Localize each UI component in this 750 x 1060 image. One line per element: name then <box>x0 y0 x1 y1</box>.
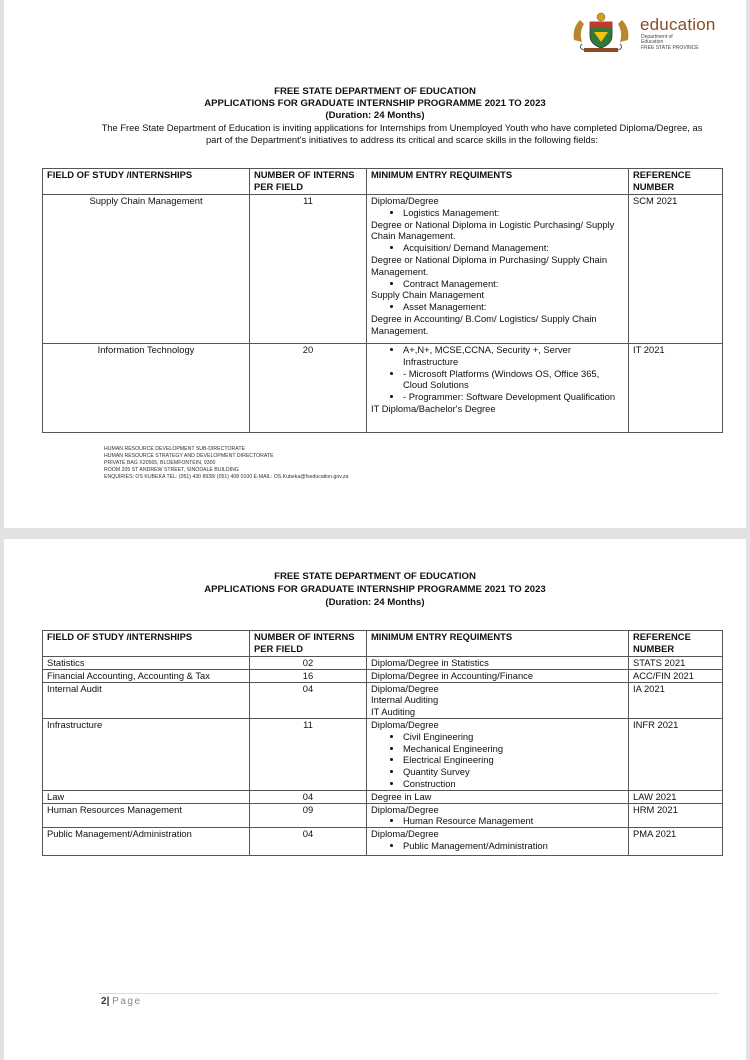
requirements-cell: Diploma/Degree • Civil Engineering • Mechanical Engineering • Electrical Engineering • Quantity Survey • Construction <box>367 718 629 790</box>
header-field: FIELD OF STUDY /INTERNSHIPS <box>43 169 250 195</box>
document-page-2 <box>4 539 746 1060</box>
footer-divider <box>98 993 718 994</box>
field-cell: Financial Accounting, Accounting & Tax <box>43 669 250 682</box>
duration-label: (Duration: 24 Months) <box>325 110 425 121</box>
list-item: • Civil Engineering <box>403 731 624 743</box>
list-item: • Quantity Survey <box>403 766 624 778</box>
reference-cell: HRM 2021 <box>629 803 723 828</box>
table-row <box>43 790 723 803</box>
number-cell: 02 <box>250 657 367 670</box>
list-item: • Mechanical Engineering <box>403 743 624 755</box>
requirements-cell: Diploma/Degree in Statistics <box>367 657 629 670</box>
table-row <box>43 803 723 828</box>
requirements-cell: Diploma/Degree Internal Auditing IT Auditing <box>367 682 629 718</box>
table-row <box>43 828 723 856</box>
education-logo <box>570 10 720 54</box>
document-title: FREE STATE DEPARTMENT OF EDUCATION <box>274 86 476 97</box>
header-number: NUMBER OF INTERNS PER FIELD <box>250 631 367 657</box>
number-cell: 16 <box>250 669 367 682</box>
internship-table-page2 <box>42 630 723 856</box>
internship-table-page1 <box>42 168 723 433</box>
header-field: FIELD OF STUDY /INTERNSHIPS <box>43 631 250 657</box>
header-reference: REFERENCE NUMBER <box>629 169 723 195</box>
document-page-1 <box>4 0 746 528</box>
header-requirements: MINIMUM ENTRY REQUIMENTS <box>367 631 629 657</box>
requirements-cell: Diploma/Degree in Accounting/Finance <box>367 669 629 682</box>
field-cell: Information Technology <box>43 344 250 433</box>
reference-cell: IT 2021 <box>629 344 723 433</box>
document-subtitle: APPLICATIONS FOR GRADUATE INTERNSHIP PROGRAMME 2021 TO 2023 <box>204 584 546 595</box>
list-item: • Construction <box>403 778 624 790</box>
list-item: • - Programmer: Software Development Qualification <box>403 391 624 403</box>
list-item: • Public Management/Administration <box>403 840 624 852</box>
field-cell: Statistics <box>43 657 250 670</box>
list-item: • Human Resource Management <box>403 815 624 827</box>
field-cell: Internal Audit <box>43 682 250 718</box>
contact-footer: HUMAN RESOURCE DEVELOPMENT SUB-DIRECTORATE HUMAN RESOURCE STRATEGY AND DEVELOPMENT DIRECTORATE PRIVATE BAG X20565, BLOEMFONTEIN, 9300 ROOM 205 ST ANDREW STREET, SINODALE BUILDING ENQUIRIES: OS KUBEKA TEL: (051) 430 8938/ (051) 408 0100 E-MAIL: OS.Kubeka@fseducation.gov.za <box>104 446 349 480</box>
reference-cell: STATS 2021 <box>629 657 723 670</box>
header-number: NUMBER OF INTERNS PER FIELD <box>250 169 367 195</box>
logo-subtitle: Department of Education FREE STATE PROVINCE <box>641 34 699 51</box>
table-row <box>43 657 723 670</box>
logo-wordmark: education <box>640 15 716 34</box>
table-row <box>43 669 723 682</box>
coat-of-arms-icon <box>570 10 632 54</box>
requirements-cell: Diploma/Degree • Public Management/Administration <box>367 828 629 856</box>
number-cell: 04 <box>250 828 367 856</box>
list-item: • Contract Management: <box>403 278 624 290</box>
table-row <box>43 718 723 790</box>
requirements-cell: Diploma/Degree • Human Resource Management <box>367 803 629 828</box>
field-cell: Human Resources Management <box>43 803 250 828</box>
reference-cell: PMA 2021 <box>629 828 723 856</box>
list-item: • Logistics Management: <box>403 207 624 219</box>
reference-cell: IA 2021 <box>629 682 723 718</box>
intro-paragraph: The Free State Department of Education is inviting applications for Internships from Unemployed Youth who have completed Diploma/Degree, as part of the Department's initiatives to address its critical and scarce skills in the following fields: <box>101 122 703 145</box>
table-row <box>43 682 723 718</box>
list-item: • Acquisition/ Demand Management: <box>403 242 624 254</box>
table-header-row <box>43 169 723 195</box>
field-cell: Law <box>43 790 250 803</box>
field-cell: Public Management/Administration <box>43 828 250 856</box>
number-cell: 09 <box>250 803 367 828</box>
reference-cell: INFR 2021 <box>629 718 723 790</box>
number-cell: 04 <box>250 682 367 718</box>
table-row <box>43 195 723 344</box>
number-cell: 11 <box>250 718 367 790</box>
list-item: • - Microsoft Platforms (Windows OS, Office 365, Cloud Solutions <box>403 368 624 392</box>
number-cell: 11 <box>250 195 367 344</box>
reference-cell: SCM 2021 <box>629 195 723 344</box>
header-requirements: MINIMUM ENTRY REQUIMENTS <box>367 169 629 195</box>
requirements-cell: • A+,N+, MCSE,CCNA, Security +, Server Infrastructure • - Microsoft Platforms (Windows OS, Office 365, Cloud Solutions • - Programmer: Software Development Qualification IT Diploma/Bachelor's Degree <box>367 344 629 433</box>
number-cell: 20 <box>250 344 367 433</box>
number-cell: 04 <box>250 790 367 803</box>
field-cell: Infrastructure <box>43 718 250 790</box>
requirements-cell: Diploma/Degree • Logistics Management: Degree or National Diploma in Logistic Purchasing/ Supply Chain Management. • Acquisition/ Demand Management: Degree or National Diploma in Purchasing/ Supply Chain Management. • Contract Management: Supply Chain Management • Asset Management: Degree in Accounting/ B.Com/ Logistics/ Supply Chain Management. <box>367 195 629 344</box>
table-header-row <box>43 631 723 657</box>
reference-cell: LAW 2021 <box>629 790 723 803</box>
list-item: • A+,N+, MCSE,CCNA, Security +, Server Infrastructure <box>403 344 624 368</box>
list-item: • Asset Management: <box>403 301 624 313</box>
reference-cell: ACC/FIN 2021 <box>629 669 723 682</box>
requirements-cell: Degree in Law <box>367 790 629 803</box>
field-cell: Supply Chain Management <box>43 195 250 344</box>
document-subtitle: APPLICATIONS FOR GRADUATE INTERNSHIP PROGRAMME 2021 TO 2023 <box>204 98 546 109</box>
document-title: FREE STATE DEPARTMENT OF EDUCATION <box>274 571 476 582</box>
page-number: 2| Page <box>101 996 142 1007</box>
list-item: • Electrical Engineering <box>403 754 624 766</box>
table-row <box>43 344 723 433</box>
header-reference: REFERENCE NUMBER <box>629 631 723 657</box>
duration-label: (Duration: 24 Months) <box>325 597 425 608</box>
